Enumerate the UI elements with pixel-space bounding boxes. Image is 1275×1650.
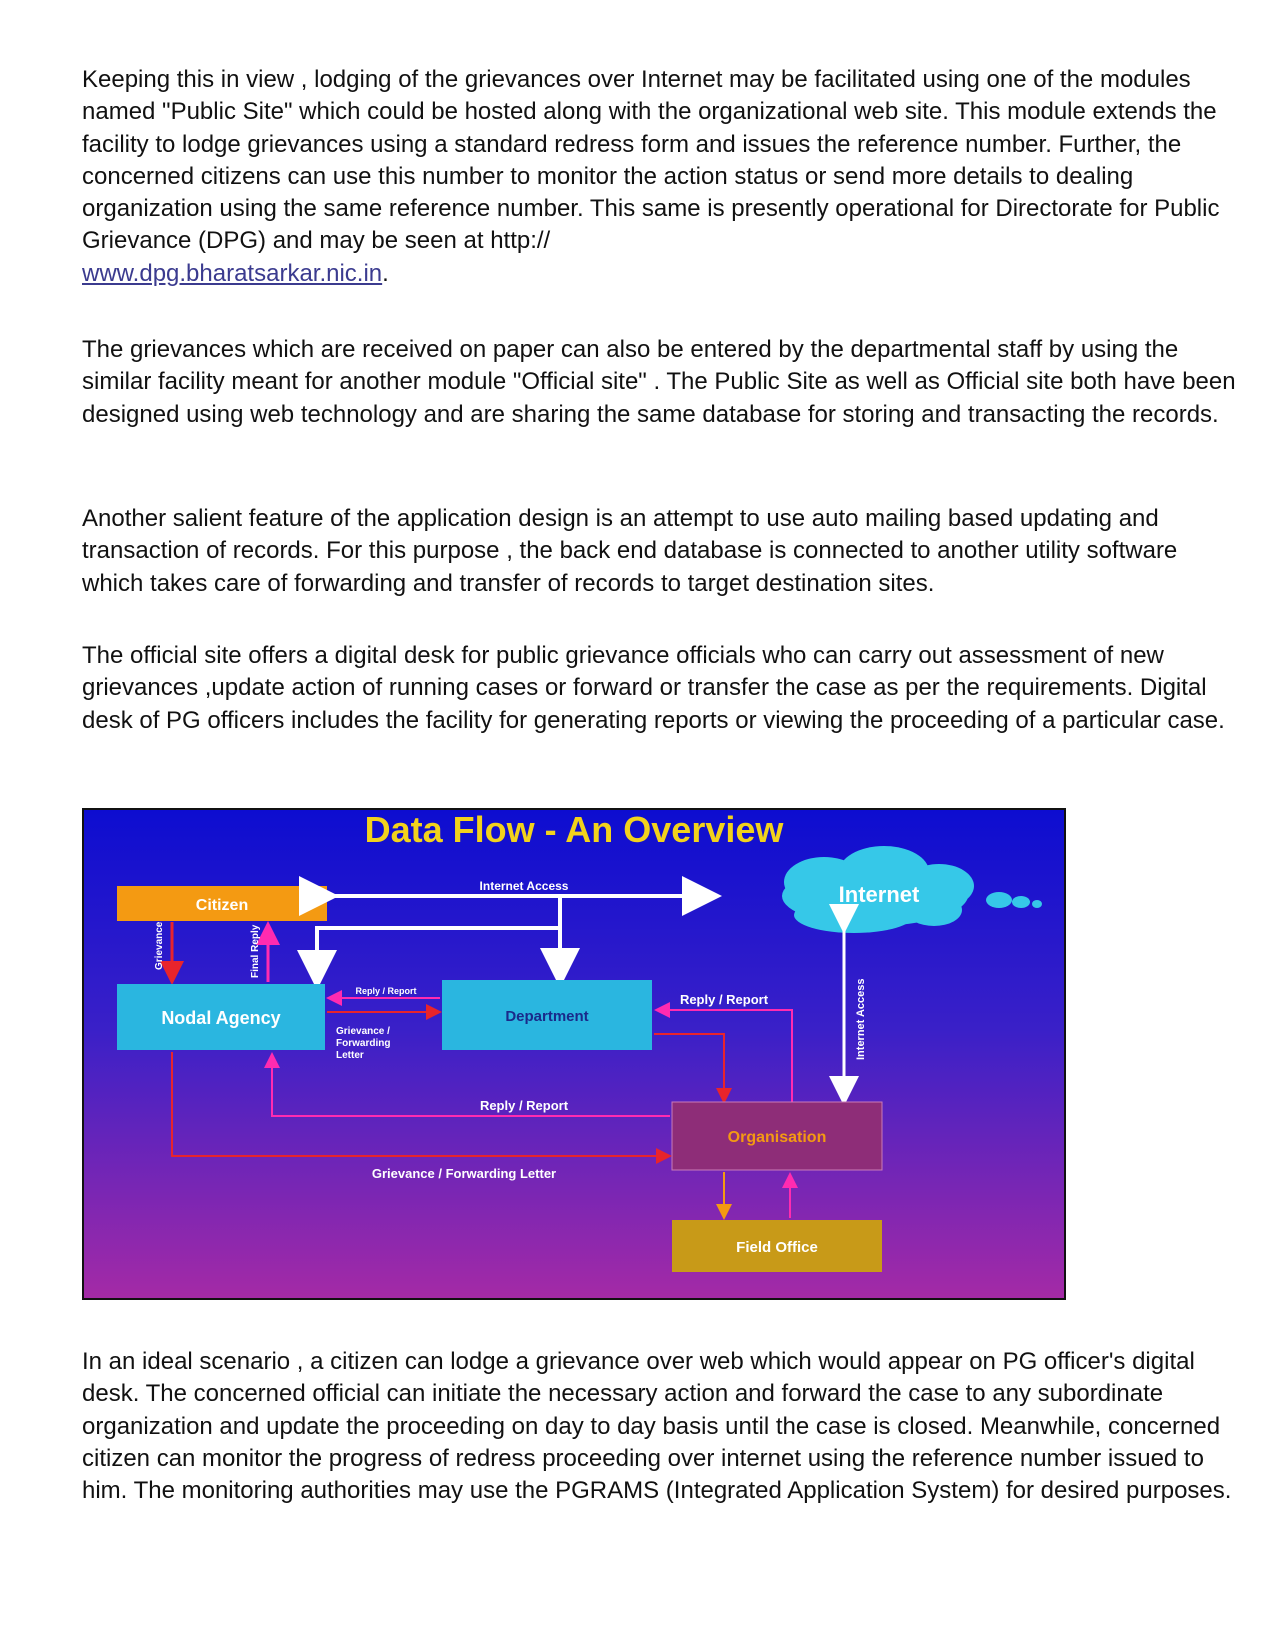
internet-access-vertical-label: Internet Access bbox=[855, 978, 867, 1060]
grievance-forwarding-small-1: Grievance / bbox=[336, 1026, 390, 1037]
paragraph-public-site-text: Keeping this in view , lodging of the grievances over Internet may be facilitated using one of the modules named "Public Site" which could be hosted along with the organizational web site. This module extends the facility to lodge grievances using a standard redress form and issues the reference number. Further, the concerned citizens can use this number to monitor the action status or send more details to dealing organization using the same reference number. This same is presently operational for Directorate for Public Grievance (DPG) and may be seen at http:// bbox=[82, 66, 1220, 255]
grievance-forwarding-letter-label: Grievance / Forwarding Letter bbox=[371, 1166, 557, 1181]
grievance-label: Grievance bbox=[154, 921, 165, 970]
paragraph-public-site bbox=[82, 64, 1242, 290]
field-office-label: Field Office bbox=[736, 1239, 818, 1256]
paragraph-official-site: The grievances which are received on paper can also be entered by the departmental staff by using the similar facility meant for another module "Official site" . The Public Site as well as Official site both have been designed using web technology and are sharing the same database for storing and transacting the records. bbox=[82, 336, 1236, 428]
internet-label: Internet bbox=[838, 882, 920, 907]
paragraph-ideal-scenario: In an ideal scenario , a citizen can lodge a grievance over web which would appear on PG officer's digital desk. The concerned official can initiate the necessary action and forward the case to any subordinate organization and update the proceeding on day to day basis until the case is closed. Meanwhile, concerned citizen can monitor the progress of redress proceeding over internet using the reference number issued to him. The monitoring authorities may use the PGRAMS (Integrated Application System) for desired purposes. bbox=[82, 1348, 1232, 1505]
cloud-bubble-1 bbox=[986, 892, 1012, 908]
nodal-agency-label: Nodal Agency bbox=[161, 1008, 281, 1028]
final-reply-label: Final Reply bbox=[250, 924, 261, 978]
internet-access-top-label: Internet Access bbox=[479, 879, 569, 893]
reply-report-org-nodal-label: Reply / Report bbox=[479, 1098, 569, 1113]
paragraph-public-site-end: . bbox=[382, 259, 389, 287]
paragraph-auto-mailing: Another salient feature of the application design is an attempt to use auto mailing based updating and transaction of records. For this purpose , the back end database is connected to another utility software which takes care of forwarding and transfer of records to target destination sites. bbox=[82, 505, 1178, 597]
dpg-website-link[interactable]: www.dpg.bharatsarkar.nic.in bbox=[82, 259, 383, 287]
data-flow-svg bbox=[84, 810, 1064, 1298]
organisation-label: Organisation bbox=[727, 1129, 827, 1146]
cloud-bubble-3 bbox=[1032, 900, 1042, 908]
data-flow-diagram bbox=[82, 808, 1066, 1300]
reply-report-dept-org-label: Reply / Report bbox=[679, 992, 769, 1007]
paragraph-digital-desk: The official site offers a digital desk for public grievance officials who can carry out assessment of new grievances ,update action of running cases or forward or transfer the case as per the requirements. Digital desk of PG officers includes the facility for generating reports or viewing the proceeding of a particular case. bbox=[82, 642, 1225, 734]
department-label: Department bbox=[505, 1008, 589, 1025]
grievance-forwarding-small-2: Forwarding bbox=[336, 1038, 391, 1049]
cloud-bubble-2 bbox=[1012, 896, 1030, 908]
grievance-forwarding-small-3: Letter bbox=[336, 1050, 364, 1061]
citizen-label: Citizen bbox=[195, 897, 249, 914]
reply-report-small-label: Reply / Report bbox=[355, 986, 417, 996]
diagram-title: Data Flow - An Overview bbox=[364, 810, 784, 850]
